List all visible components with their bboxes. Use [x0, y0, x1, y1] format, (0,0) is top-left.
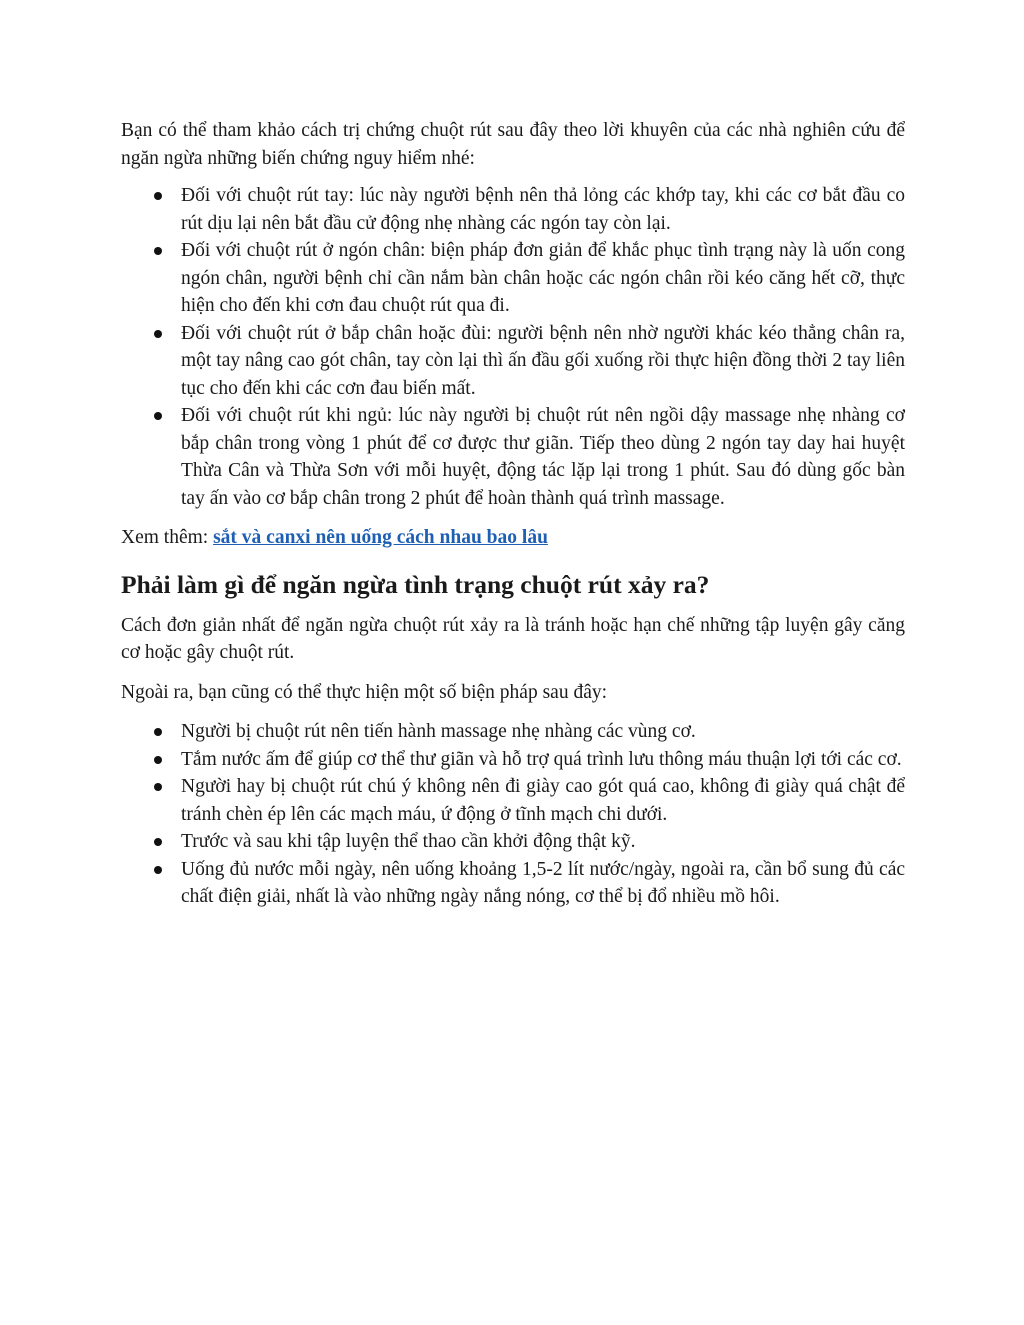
list-item [121, 237, 905, 320]
list-item [121, 856, 905, 911]
list-item-text: Người hay bị chuột rút chú ý không nên đi giày cao gót quá cao, không đi giày quá chật để tránh chèn ép lên các mạch máu, ứ động ở tĩnh mạch chi dưới. [181, 776, 905, 825]
bullet-icon [154, 192, 162, 200]
list-item [121, 320, 905, 403]
document-page [121, 117, 905, 911]
bullet-icon [154, 330, 162, 338]
see-more-prefix: Xem thêm: [121, 527, 214, 548]
bullet-icon [154, 756, 162, 764]
list-item [121, 718, 905, 746]
treatment-list [121, 182, 905, 512]
see-more-line [121, 524, 905, 552]
list-item-text: Người bị chuột rút nên tiến hành massage nhẹ nhàng các vùng cơ. [181, 721, 696, 742]
list-item [121, 773, 905, 828]
bullet-icon [154, 247, 162, 255]
intro-paragraph: Bạn có thể tham khảo cách trị chứng chuột rút sau đây theo lời khuyên của các nhà nghiên cứu để ngăn ngừa những biến chứng nguy hiểm nhé: [121, 120, 905, 169]
prevention-paragraph: Cách đơn giản nhất để ngăn ngừa chuột rút xảy ra là tránh hoặc hạn chế những tập luyện gây căng cơ hoặc gây chuột rút. [121, 614, 905, 663]
section-heading: Phải làm gì để ngăn ngừa tình trạng chuột rút xảy ra? [121, 569, 710, 599]
list-item-text: Đối với chuột rút khi ngủ: lúc này người bị chuột rút nên ngồi dậy massage nhẹ nhàng cơ bắp chân trong vòng 1 phút để cơ được thư giãn. Tiếp theo dùng 2 ngón tay day hai huyệt Thừa Cân và Thừa Sơn với mỗi huyệt, động tác lặp lại trong 1 phút. Sau đó dùng gốc bàn tay ấn vào cơ bắp chân trong 2 phút để hoàn thành quá trình massage. [181, 405, 905, 509]
list-item-text: Đối với chuột rút ở ngón chân: biện pháp đơn giản để khắc phục tình trạng này là uốn cong ngón chân, người bệnh chỉ cần nắm bàn chân hoặc các ngón chân rồi kéo căng hết cỡ, thực hiện cho đến khi cơn đau chuột rút qua đi. [181, 240, 905, 316]
list-item-text: Trước và sau khi tập luyện thể thao cần khởi động thật kỹ. [181, 831, 636, 852]
list-item-text: Tắm nước ấm để giúp cơ thể thư giãn và hỗ trợ quá trình lưu thông máu thuận lợi tới các cơ. [181, 748, 902, 770]
bullet-icon [154, 783, 162, 791]
list-item [121, 402, 905, 512]
bullet-icon [154, 412, 162, 420]
list-item-text: Uống đủ nước mỗi ngày, nên uống khoảng 1,5-2 lít nước/ngày, ngoài ra, cần bổ sung đủ các chất điện giải, nhất là vào những ngày nắng nóng, cơ thể bị đổ nhiều mồ hôi. [181, 858, 905, 907]
list-item-text: Đối với chuột rút tay: lúc này người bệnh nên thả lỏng các khớp tay, khi các cơ bắt đầu co rút dịu lại nên bắt đầu cử động nhẹ nhàng các ngón tay còn lại. [181, 185, 905, 234]
bullet-icon [154, 728, 162, 736]
list-item [121, 746, 905, 774]
prevention-list [121, 718, 905, 911]
list-item [121, 182, 905, 237]
bullet-icon [154, 838, 162, 846]
bullet-icon [154, 866, 162, 874]
see-more-link[interactable]: sắt và canxi nên uống cách nhau bao lâu [213, 527, 548, 548]
list-item [121, 828, 905, 856]
list-item-text: Đối với chuột rút ở bắp chân hoặc đùi: người bệnh nên nhờ người khác kéo thẳng chân ra, một tay nâng cao gót chân, tay còn lại thì ấn đầu gối xuống rồi thực hiện đồng thời 2 tay liên tục cho đến khi các cơn đau biến mất. [181, 322, 905, 399]
measures-intro-paragraph: Ngoài ra, bạn cũng có thể thực hiện một số biện pháp sau đây: [121, 681, 608, 703]
